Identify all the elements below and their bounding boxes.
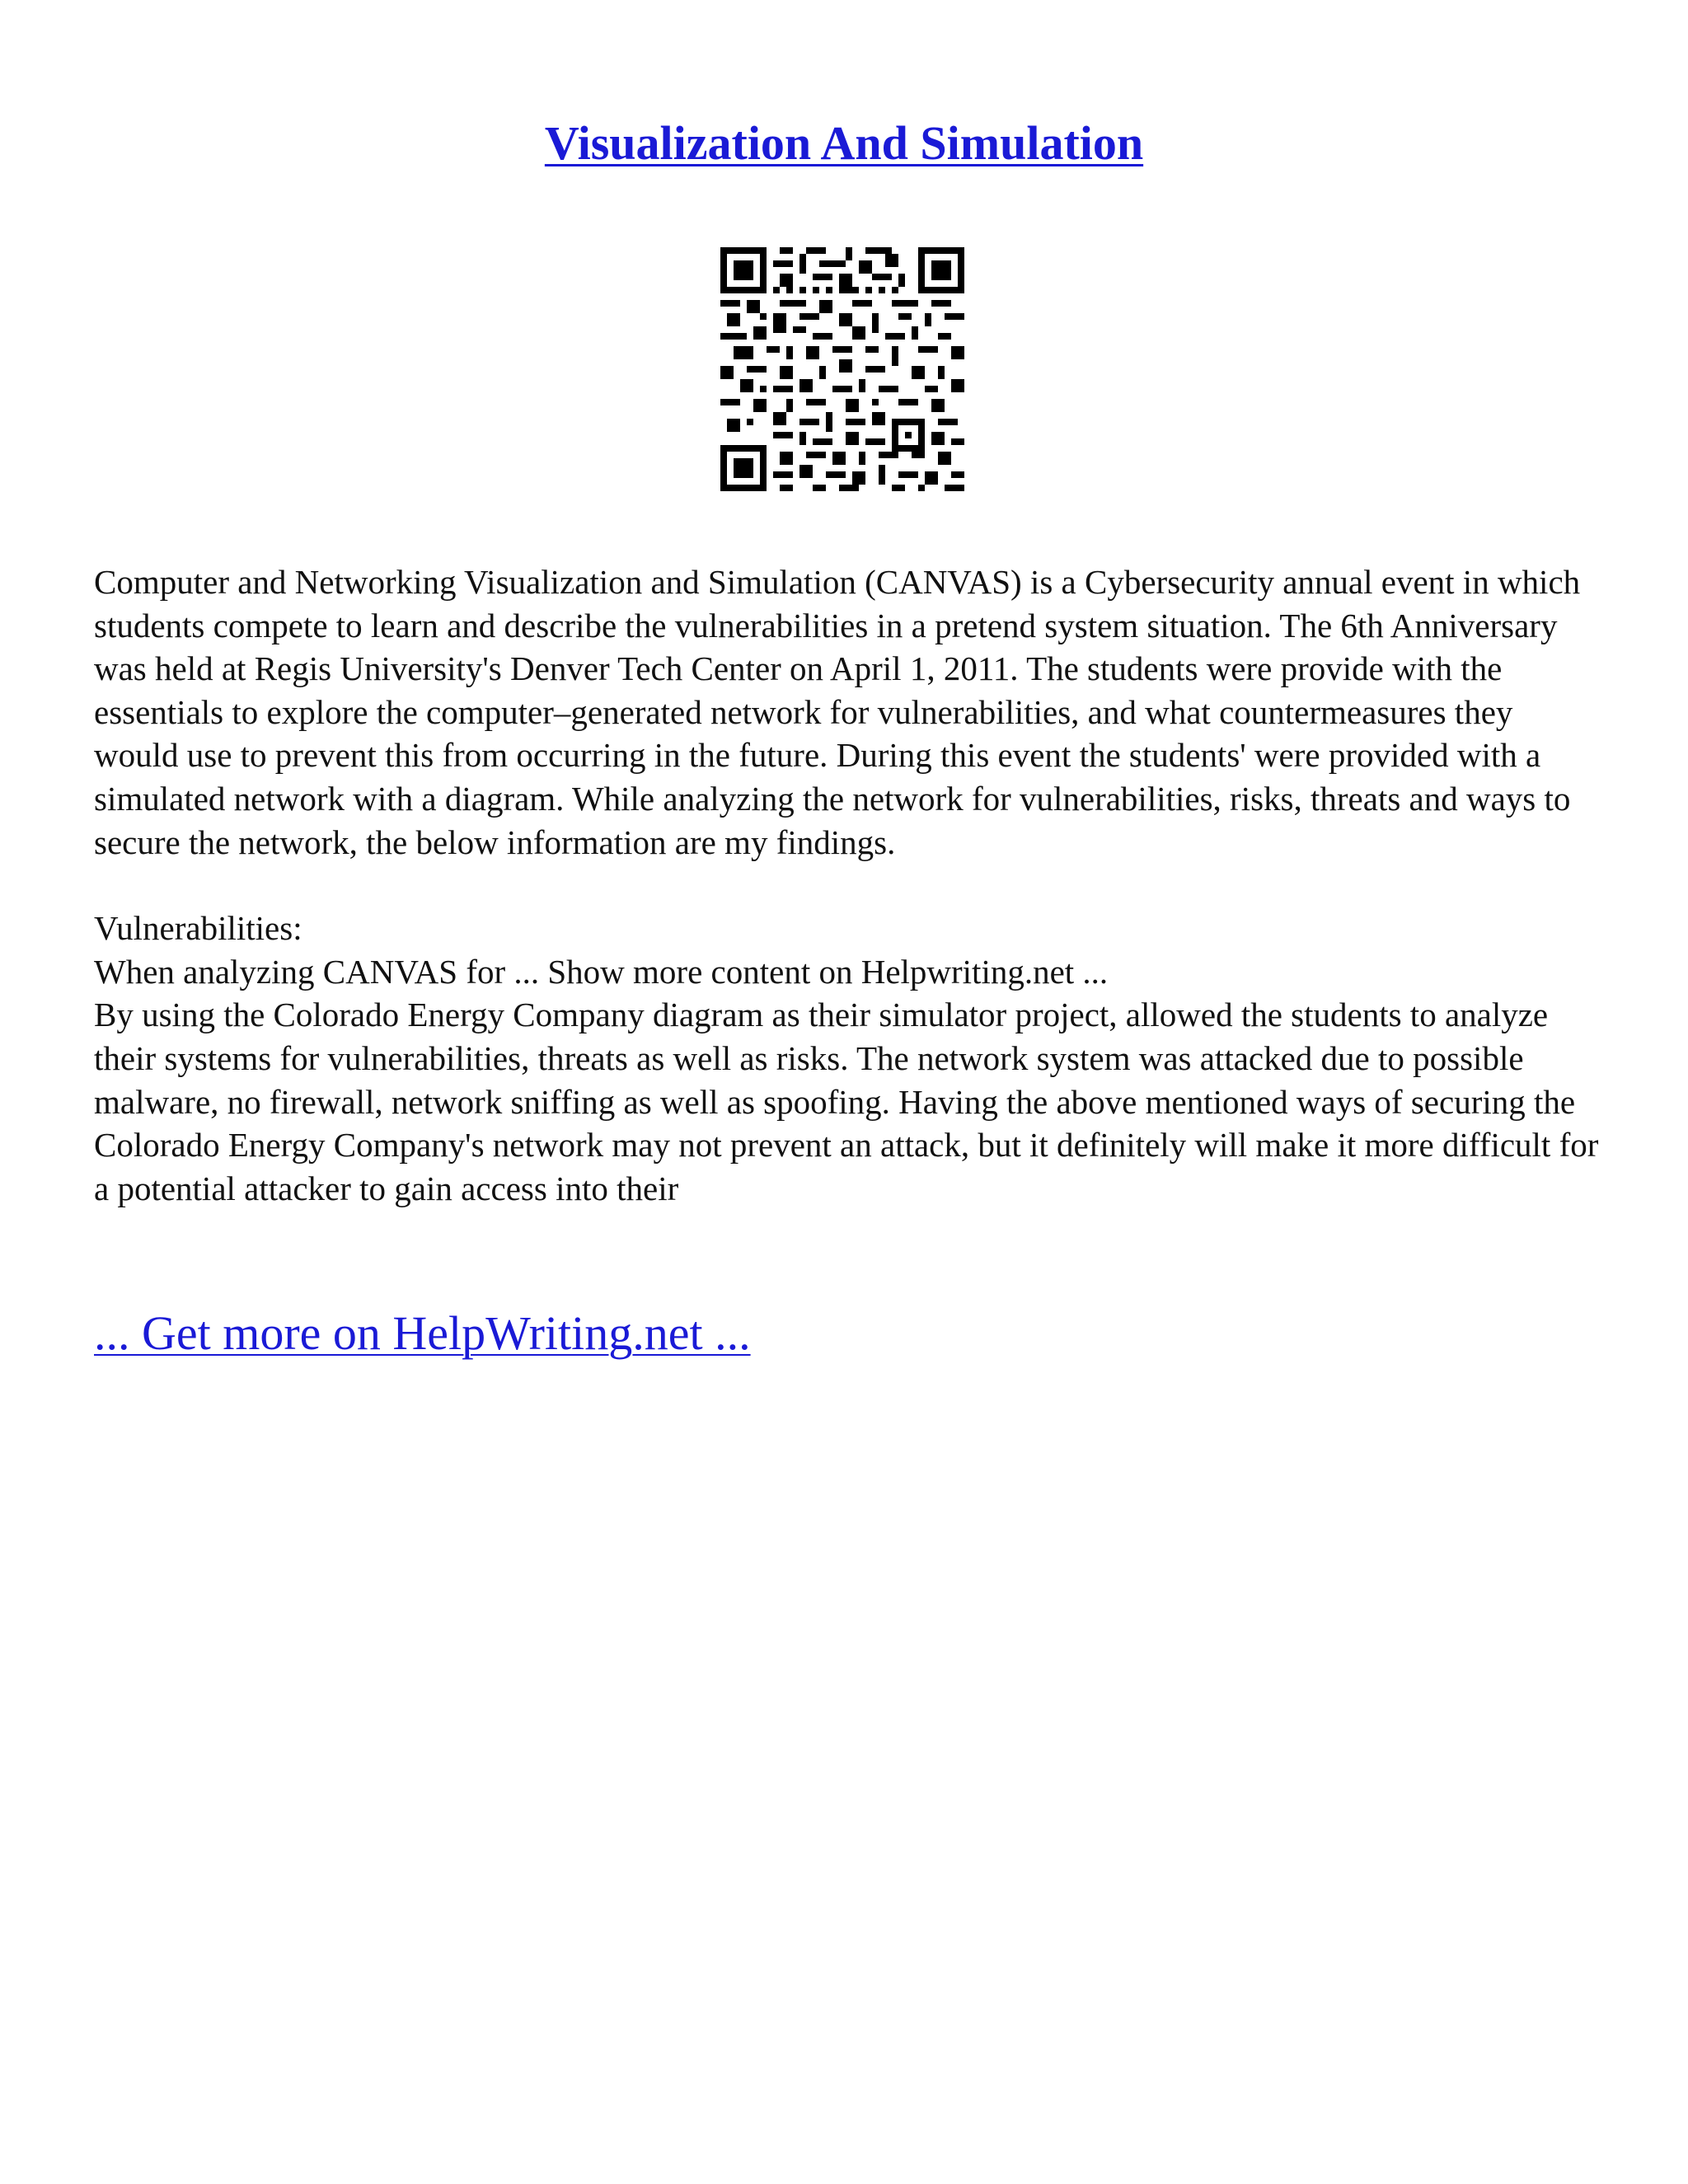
qr-code-icon <box>720 247 964 491</box>
title-link[interactable]: Visualization And Simulation <box>544 116 1144 170</box>
conclusion-paragraph: By using the Colorado Energy Company diagram as their simulator project, allowed the students to analyze their systems for vulnerabilities, threats as well as risks. The network system was attacked due to possible malware, no firewall, network sniffing as well as spoofing. Having the above mentioned ways of securing the Colorado Energy Company's network may not prevent an attack, but it definitely will make it more difficult for a potential attacker to gain access into their <box>94 996 1599 1207</box>
intro-paragraph: Computer and Networking Visualization and Simulation (CANVAS) is a Cybersecurity annual event in which students compete to learn and describe the vulnerabilities in a pretend system situation. The 6th Anniversary was held at Regis University's Denver Tech Center on April 1, 2011. The students were provide with the essentials to explore the computer–generated network for vulnerabilities, and what countermeasures they would use to prevent this from occurring in the future. During this event the students' were provided with a simulated network with a diagram. While analyzing the network for vulnerabilities, risks, threats and ways to secure the network, the below information are my findings. <box>94 563 1581 861</box>
get-more-link[interactable]: ... Get more on HelpWriting.net ... <box>94 1306 751 1360</box>
article-body <box>94 560 1602 1210</box>
vulnerabilities-heading: Vulnerabilities: <box>94 909 302 948</box>
paragraph-spacer <box>94 864 1602 907</box>
get-more-link-container <box>94 1304 751 1363</box>
page-title <box>0 114 1688 173</box>
show-more-text: When analyzing CANVAS for ... Show more content on Helpwriting.net ... <box>94 952 1109 991</box>
